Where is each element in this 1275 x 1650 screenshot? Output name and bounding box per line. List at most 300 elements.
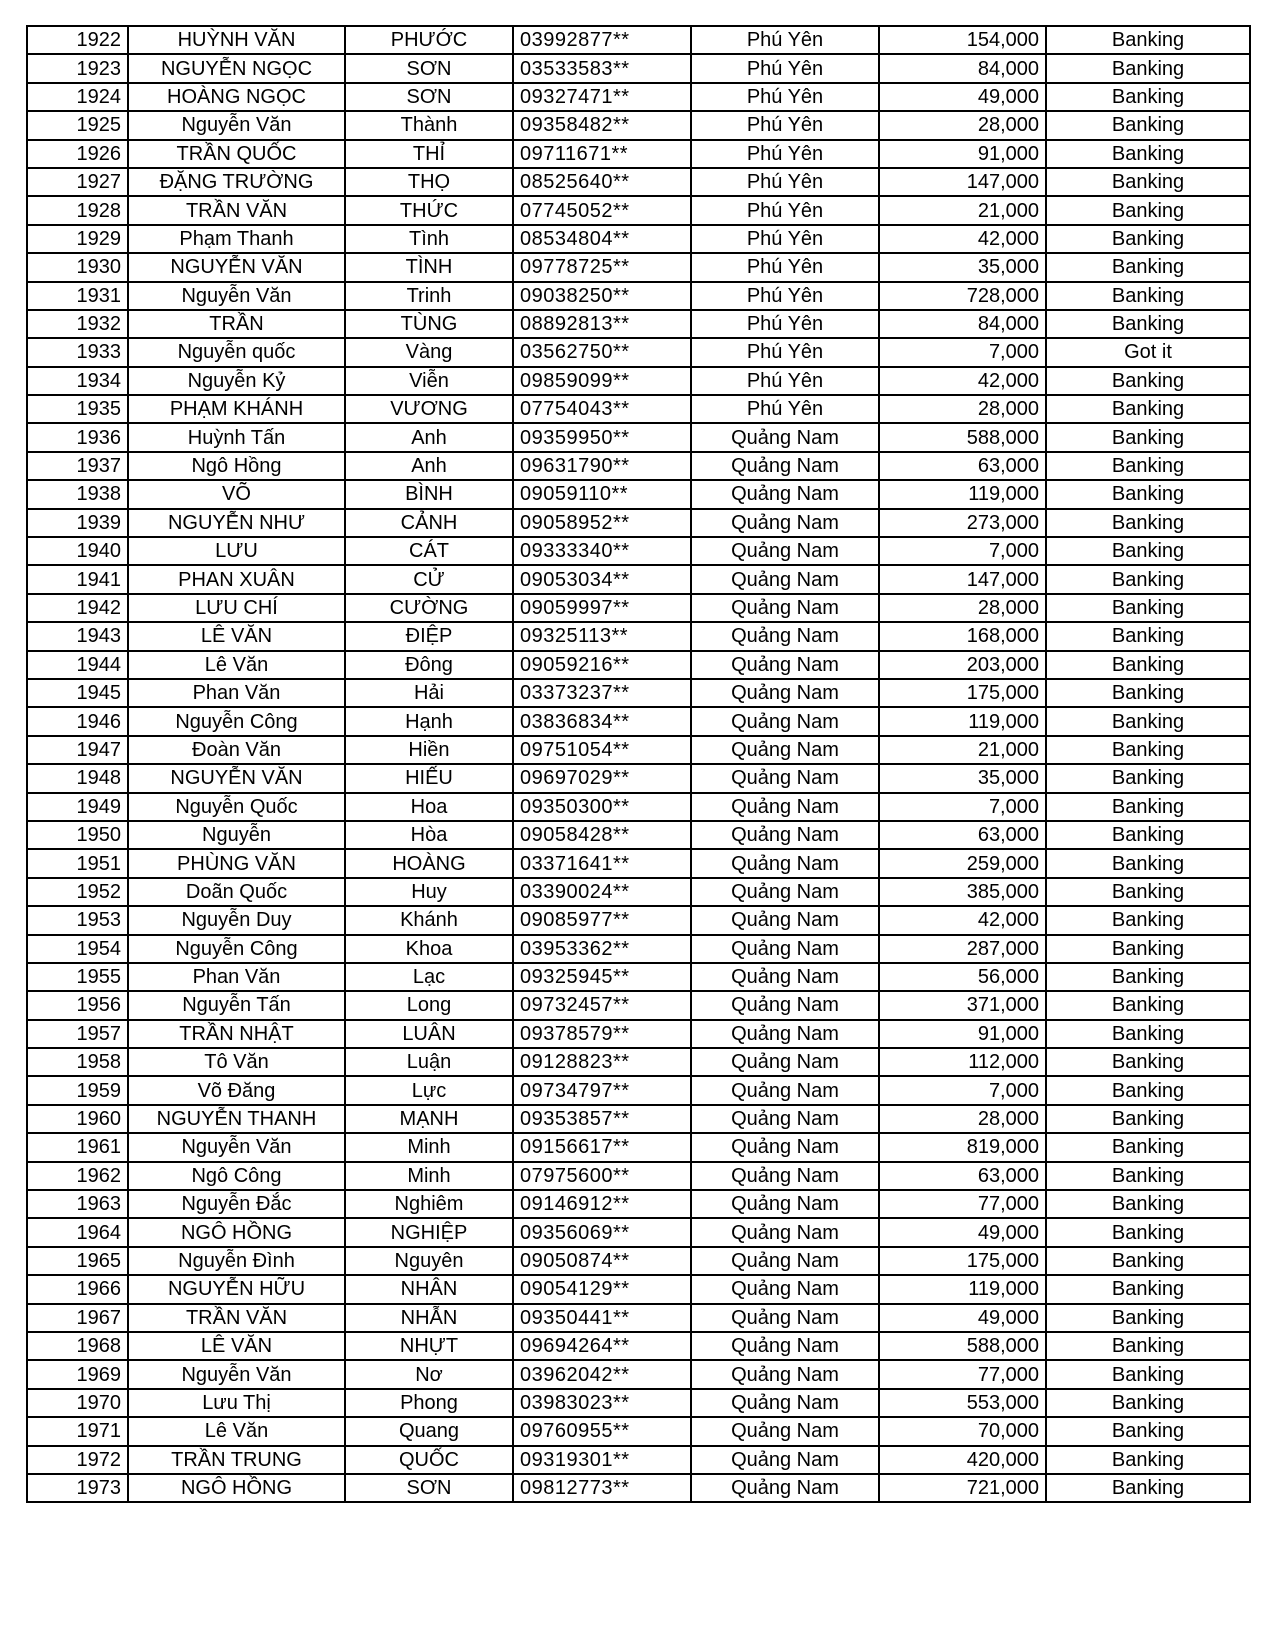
row-number-cell: 1933 bbox=[27, 338, 128, 366]
first-name-cell: Nơ bbox=[345, 1360, 513, 1388]
phone-number-cell: 09053034** bbox=[513, 565, 691, 593]
last-name-cell: Phan Văn bbox=[128, 679, 345, 707]
amount-cell: 49,000 bbox=[879, 1218, 1046, 1246]
payment-method-cell: Banking bbox=[1046, 1360, 1250, 1388]
table-row bbox=[27, 537, 1250, 565]
row-number-cell: 1926 bbox=[27, 140, 128, 168]
phone-number-cell: 03992877** bbox=[513, 26, 691, 54]
phone-number-cell: 03562750** bbox=[513, 338, 691, 366]
payment-method-cell: Banking bbox=[1046, 537, 1250, 565]
payment-method-cell: Banking bbox=[1046, 651, 1250, 679]
table-row bbox=[27, 1446, 1250, 1474]
province-cell: Quảng Nam bbox=[691, 1474, 879, 1502]
province-cell: Quảng Nam bbox=[691, 565, 879, 593]
province-cell: Quảng Nam bbox=[691, 651, 879, 679]
amount-cell: 63,000 bbox=[879, 452, 1046, 480]
row-number-cell: 1947 bbox=[27, 736, 128, 764]
first-name-cell: Quang bbox=[345, 1417, 513, 1445]
table-row bbox=[27, 679, 1250, 707]
province-cell: Phú Yên bbox=[691, 168, 879, 196]
recipient-table bbox=[26, 25, 1251, 1503]
phone-number-cell: 09359950** bbox=[513, 423, 691, 451]
last-name-cell: TRẦN bbox=[128, 310, 345, 338]
first-name-cell: NHẪN bbox=[345, 1304, 513, 1332]
phone-number-cell: 09325113** bbox=[513, 622, 691, 650]
last-name-cell: Nguyễn Văn bbox=[128, 1133, 345, 1161]
payment-method-cell: Banking bbox=[1046, 594, 1250, 622]
last-name-cell: TRẦN VĂN bbox=[128, 196, 345, 224]
row-number-cell: 1968 bbox=[27, 1332, 128, 1360]
amount-cell: 175,000 bbox=[879, 679, 1046, 707]
first-name-cell: LUÂN bbox=[345, 1020, 513, 1048]
table-row bbox=[27, 1474, 1250, 1502]
payment-method-cell: Banking bbox=[1046, 935, 1250, 963]
province-cell: Quảng Nam bbox=[691, 991, 879, 1019]
payment-method-cell: Banking bbox=[1046, 1020, 1250, 1048]
province-cell: Quảng Nam bbox=[691, 764, 879, 792]
row-number-cell: 1937 bbox=[27, 452, 128, 480]
payment-method-cell: Banking bbox=[1046, 793, 1250, 821]
first-name-cell: NHỰT bbox=[345, 1332, 513, 1360]
payment-method-cell: Banking bbox=[1046, 963, 1250, 991]
payment-method-cell: Banking bbox=[1046, 111, 1250, 139]
payment-method-cell: Banking bbox=[1046, 1446, 1250, 1474]
last-name-cell: LÊ VĂN bbox=[128, 622, 345, 650]
amount-cell: 70,000 bbox=[879, 1417, 1046, 1445]
amount-cell: 7,000 bbox=[879, 537, 1046, 565]
payment-method-cell: Banking bbox=[1046, 1076, 1250, 1104]
first-name-cell: Đông bbox=[345, 651, 513, 679]
payment-method-cell: Banking bbox=[1046, 168, 1250, 196]
last-name-cell: VÕ bbox=[128, 480, 345, 508]
province-cell: Quảng Nam bbox=[691, 679, 879, 707]
province-cell: Quảng Nam bbox=[691, 963, 879, 991]
row-number-cell: 1941 bbox=[27, 565, 128, 593]
phone-number-cell: 09732457** bbox=[513, 991, 691, 1019]
last-name-cell: Nguyễn Công bbox=[128, 935, 345, 963]
first-name-cell: CẢNH bbox=[345, 509, 513, 537]
province-cell: Phú Yên bbox=[691, 26, 879, 54]
row-number-cell: 1942 bbox=[27, 594, 128, 622]
province-cell: Quảng Nam bbox=[691, 1332, 879, 1360]
table-row bbox=[27, 1020, 1250, 1048]
row-number-cell: 1935 bbox=[27, 395, 128, 423]
payment-method-cell: Banking bbox=[1046, 1105, 1250, 1133]
row-number-cell: 1956 bbox=[27, 991, 128, 1019]
payment-method-cell: Banking bbox=[1046, 991, 1250, 1019]
last-name-cell: ĐẶNG TRƯỜNG bbox=[128, 168, 345, 196]
first-name-cell: NGHIỆP bbox=[345, 1218, 513, 1246]
payment-method-cell: Banking bbox=[1046, 452, 1250, 480]
payment-method-cell: Got it bbox=[1046, 338, 1250, 366]
first-name-cell: VƯƠNG bbox=[345, 395, 513, 423]
table-row bbox=[27, 1417, 1250, 1445]
amount-cell: 588,000 bbox=[879, 1332, 1046, 1360]
province-cell: Quảng Nam bbox=[691, 1048, 879, 1076]
payment-method-cell: Banking bbox=[1046, 1304, 1250, 1332]
row-number-cell: 1945 bbox=[27, 679, 128, 707]
province-cell: Quảng Nam bbox=[691, 452, 879, 480]
amount-cell: 119,000 bbox=[879, 707, 1046, 735]
province-cell: Quảng Nam bbox=[691, 1133, 879, 1161]
table-row bbox=[27, 423, 1250, 451]
last-name-cell: Nguyễn Đắc bbox=[128, 1190, 345, 1218]
table-row bbox=[27, 878, 1250, 906]
first-name-cell: THỌ bbox=[345, 168, 513, 196]
amount-cell: 287,000 bbox=[879, 935, 1046, 963]
table-row bbox=[27, 196, 1250, 224]
last-name-cell: NGÔ HỒNG bbox=[128, 1218, 345, 1246]
province-cell: Quảng Nam bbox=[691, 821, 879, 849]
first-name-cell: Lạc bbox=[345, 963, 513, 991]
phone-number-cell: 09350300** bbox=[513, 793, 691, 821]
row-number-cell: 1971 bbox=[27, 1417, 128, 1445]
table-row bbox=[27, 963, 1250, 991]
payment-method-cell: Banking bbox=[1046, 736, 1250, 764]
payment-method-cell: Banking bbox=[1046, 509, 1250, 537]
payment-method-cell: Banking bbox=[1046, 196, 1250, 224]
amount-cell: 91,000 bbox=[879, 140, 1046, 168]
amount-cell: 84,000 bbox=[879, 310, 1046, 338]
payment-method-cell: Banking bbox=[1046, 83, 1250, 111]
table-row bbox=[27, 1247, 1250, 1275]
phone-number-cell: 09325945** bbox=[513, 963, 691, 991]
row-number-cell: 1939 bbox=[27, 509, 128, 537]
province-cell: Quảng Nam bbox=[691, 480, 879, 508]
payment-method-cell: Banking bbox=[1046, 310, 1250, 338]
last-name-cell: PHÙNG VĂN bbox=[128, 849, 345, 877]
province-cell: Quảng Nam bbox=[691, 849, 879, 877]
first-name-cell: Lực bbox=[345, 1076, 513, 1104]
phone-number-cell: 09760955** bbox=[513, 1417, 691, 1445]
phone-number-cell: 09059997** bbox=[513, 594, 691, 622]
phone-number-cell: 09327471** bbox=[513, 83, 691, 111]
first-name-cell: SƠN bbox=[345, 83, 513, 111]
amount-cell: 112,000 bbox=[879, 1048, 1046, 1076]
table-row bbox=[27, 793, 1250, 821]
first-name-cell: Anh bbox=[345, 423, 513, 451]
amount-cell: 63,000 bbox=[879, 1162, 1046, 1190]
table-row bbox=[27, 935, 1250, 963]
amount-cell: 7,000 bbox=[879, 793, 1046, 821]
last-name-cell: Nguyễn Kỷ bbox=[128, 367, 345, 395]
last-name-cell: HUỲNH VĂN bbox=[128, 26, 345, 54]
province-cell: Quảng Nam bbox=[691, 793, 879, 821]
amount-cell: 49,000 bbox=[879, 1304, 1046, 1332]
phone-number-cell: 03373237** bbox=[513, 679, 691, 707]
table-row bbox=[27, 1389, 1250, 1417]
amount-cell: 819,000 bbox=[879, 1133, 1046, 1161]
last-name-cell: NGUYỄN NGỌC bbox=[128, 54, 345, 82]
province-cell: Quảng Nam bbox=[691, 1360, 879, 1388]
province-cell: Quảng Nam bbox=[691, 736, 879, 764]
table-row bbox=[27, 594, 1250, 622]
province-cell: Quảng Nam bbox=[691, 906, 879, 934]
first-name-cell: CỬ bbox=[345, 565, 513, 593]
row-number-cell: 1958 bbox=[27, 1048, 128, 1076]
first-name-cell: SƠN bbox=[345, 54, 513, 82]
table-row bbox=[27, 821, 1250, 849]
table-row bbox=[27, 395, 1250, 423]
row-number-cell: 1965 bbox=[27, 1247, 128, 1275]
row-number-cell: 1964 bbox=[27, 1218, 128, 1246]
row-number-cell: 1943 bbox=[27, 622, 128, 650]
province-cell: Quảng Nam bbox=[691, 1304, 879, 1332]
phone-number-cell: 09059216** bbox=[513, 651, 691, 679]
table-body bbox=[27, 26, 1250, 1502]
last-name-cell: PHẠM KHÁNH bbox=[128, 395, 345, 423]
phone-number-cell: 03533583** bbox=[513, 54, 691, 82]
table-row bbox=[27, 764, 1250, 792]
province-cell: Quảng Nam bbox=[691, 1446, 879, 1474]
phone-number-cell: 09350441** bbox=[513, 1304, 691, 1332]
payment-method-cell: Banking bbox=[1046, 1162, 1250, 1190]
last-name-cell: NGUYỄN HỮU bbox=[128, 1275, 345, 1303]
row-number-cell: 1972 bbox=[27, 1446, 128, 1474]
row-number-cell: 1967 bbox=[27, 1304, 128, 1332]
amount-cell: 42,000 bbox=[879, 225, 1046, 253]
province-cell: Quảng Nam bbox=[691, 1218, 879, 1246]
amount-cell: 154,000 bbox=[879, 26, 1046, 54]
row-number-cell: 1944 bbox=[27, 651, 128, 679]
phone-number-cell: 03962042** bbox=[513, 1360, 691, 1388]
table-row bbox=[27, 54, 1250, 82]
amount-cell: 77,000 bbox=[879, 1190, 1046, 1218]
phone-number-cell: 03953362** bbox=[513, 935, 691, 963]
province-cell: Phú Yên bbox=[691, 111, 879, 139]
last-name-cell: Nguyễn Quốc bbox=[128, 793, 345, 821]
last-name-cell: TRẦN QUỐC bbox=[128, 140, 345, 168]
first-name-cell: Hoa bbox=[345, 793, 513, 821]
last-name-cell: Đoàn Văn bbox=[128, 736, 345, 764]
amount-cell: 147,000 bbox=[879, 565, 1046, 593]
province-cell: Quảng Nam bbox=[691, 537, 879, 565]
table-row bbox=[27, 991, 1250, 1019]
table-row bbox=[27, 83, 1250, 111]
phone-number-cell: 09734797** bbox=[513, 1076, 691, 1104]
phone-number-cell: 08892813** bbox=[513, 310, 691, 338]
payment-method-cell: Banking bbox=[1046, 282, 1250, 310]
phone-number-cell: 07754043** bbox=[513, 395, 691, 423]
table-row bbox=[27, 338, 1250, 366]
first-name-cell: CÁT bbox=[345, 537, 513, 565]
table-row bbox=[27, 1105, 1250, 1133]
table-row bbox=[27, 1133, 1250, 1161]
payment-method-cell: Banking bbox=[1046, 26, 1250, 54]
first-name-cell: Luận bbox=[345, 1048, 513, 1076]
first-name-cell: THỈ bbox=[345, 140, 513, 168]
amount-cell: 259,000 bbox=[879, 849, 1046, 877]
payment-method-cell: Banking bbox=[1046, 54, 1250, 82]
table-row bbox=[27, 168, 1250, 196]
phone-number-cell: 09038250** bbox=[513, 282, 691, 310]
payment-method-cell: Banking bbox=[1046, 565, 1250, 593]
province-cell: Quảng Nam bbox=[691, 1247, 879, 1275]
first-name-cell: Vàng bbox=[345, 338, 513, 366]
first-name-cell: Tình bbox=[345, 225, 513, 253]
payment-method-cell: Banking bbox=[1046, 1389, 1250, 1417]
first-name-cell: Hòa bbox=[345, 821, 513, 849]
row-number-cell: 1948 bbox=[27, 764, 128, 792]
amount-cell: 119,000 bbox=[879, 480, 1046, 508]
last-name-cell: Nguyễn bbox=[128, 821, 345, 849]
phone-number-cell: 09812773** bbox=[513, 1474, 691, 1502]
first-name-cell: HIẾU bbox=[345, 764, 513, 792]
row-number-cell: 1959 bbox=[27, 1076, 128, 1104]
payment-method-cell: Banking bbox=[1046, 395, 1250, 423]
payment-method-cell: Banking bbox=[1046, 906, 1250, 934]
amount-cell: 273,000 bbox=[879, 509, 1046, 537]
first-name-cell: BÌNH bbox=[345, 480, 513, 508]
table-row bbox=[27, 1360, 1250, 1388]
phone-number-cell: 08525640** bbox=[513, 168, 691, 196]
last-name-cell: NGUYỄN THANH bbox=[128, 1105, 345, 1133]
province-cell: Phú Yên bbox=[691, 196, 879, 224]
row-number-cell: 1953 bbox=[27, 906, 128, 934]
payment-method-cell: Banking bbox=[1046, 480, 1250, 508]
phone-number-cell: 03836834** bbox=[513, 707, 691, 735]
first-name-cell: HOÀNG bbox=[345, 849, 513, 877]
table-row bbox=[27, 1076, 1250, 1104]
payment-method-cell: Banking bbox=[1046, 1133, 1250, 1161]
province-cell: Phú Yên bbox=[691, 253, 879, 281]
province-cell: Quảng Nam bbox=[691, 1162, 879, 1190]
first-name-cell: NHÂN bbox=[345, 1275, 513, 1303]
phone-number-cell: 09751054** bbox=[513, 736, 691, 764]
last-name-cell: Nguyễn Văn bbox=[128, 111, 345, 139]
amount-cell: 7,000 bbox=[879, 338, 1046, 366]
phone-number-cell: 09697029** bbox=[513, 764, 691, 792]
last-name-cell: Nguyễn Công bbox=[128, 707, 345, 735]
province-cell: Quảng Nam bbox=[691, 707, 879, 735]
amount-cell: 35,000 bbox=[879, 253, 1046, 281]
table-row bbox=[27, 282, 1250, 310]
payment-method-cell: Banking bbox=[1046, 679, 1250, 707]
last-name-cell: Huỳnh Tấn bbox=[128, 423, 345, 451]
row-number-cell: 1963 bbox=[27, 1190, 128, 1218]
payment-method-cell: Banking bbox=[1046, 140, 1250, 168]
phone-number-cell: 09353857** bbox=[513, 1105, 691, 1133]
row-number-cell: 1969 bbox=[27, 1360, 128, 1388]
province-cell: Quảng Nam bbox=[691, 1275, 879, 1303]
row-number-cell: 1940 bbox=[27, 537, 128, 565]
last-name-cell: Nguyễn quốc bbox=[128, 338, 345, 366]
province-cell: Quảng Nam bbox=[691, 1190, 879, 1218]
row-number-cell: 1961 bbox=[27, 1133, 128, 1161]
table-row bbox=[27, 111, 1250, 139]
phone-number-cell: 09859099** bbox=[513, 367, 691, 395]
table-row bbox=[27, 310, 1250, 338]
first-name-cell: TÌNH bbox=[345, 253, 513, 281]
last-name-cell: NGÔ HỒNG bbox=[128, 1474, 345, 1502]
amount-cell: 147,000 bbox=[879, 168, 1046, 196]
last-name-cell: Lê Văn bbox=[128, 1417, 345, 1445]
payment-method-cell: Banking bbox=[1046, 707, 1250, 735]
first-name-cell: MẠNH bbox=[345, 1105, 513, 1133]
last-name-cell: Nguyễn Duy bbox=[128, 906, 345, 934]
last-name-cell: LÊ VĂN bbox=[128, 1332, 345, 1360]
last-name-cell: Ngô Công bbox=[128, 1162, 345, 1190]
amount-cell: 553,000 bbox=[879, 1389, 1046, 1417]
table-row bbox=[27, 1190, 1250, 1218]
province-cell: Quảng Nam bbox=[691, 423, 879, 451]
first-name-cell: Nguyên bbox=[345, 1247, 513, 1275]
phone-number-cell: 09054129** bbox=[513, 1275, 691, 1303]
amount-cell: 42,000 bbox=[879, 367, 1046, 395]
first-name-cell: SƠN bbox=[345, 1474, 513, 1502]
table-row bbox=[27, 1218, 1250, 1246]
last-name-cell: Lưu Thị bbox=[128, 1389, 345, 1417]
province-cell: Quảng Nam bbox=[691, 509, 879, 537]
row-number-cell: 1973 bbox=[27, 1474, 128, 1502]
province-cell: Phú Yên bbox=[691, 140, 879, 168]
last-name-cell: PHAN XUÂN bbox=[128, 565, 345, 593]
last-name-cell: Phạm Thanh bbox=[128, 225, 345, 253]
row-number-cell: 1924 bbox=[27, 83, 128, 111]
row-number-cell: 1936 bbox=[27, 423, 128, 451]
amount-cell: 168,000 bbox=[879, 622, 1046, 650]
amount-cell: 203,000 bbox=[879, 651, 1046, 679]
province-cell: Quảng Nam bbox=[691, 622, 879, 650]
payment-method-cell: Banking bbox=[1046, 253, 1250, 281]
row-number-cell: 1951 bbox=[27, 849, 128, 877]
table-row bbox=[27, 1048, 1250, 1076]
table-row bbox=[27, 1304, 1250, 1332]
table-row bbox=[27, 367, 1250, 395]
row-number-cell: 1922 bbox=[27, 26, 128, 54]
last-name-cell: TRẦN TRUNG bbox=[128, 1446, 345, 1474]
first-name-cell: Trinh bbox=[345, 282, 513, 310]
amount-cell: 91,000 bbox=[879, 1020, 1046, 1048]
amount-cell: 42,000 bbox=[879, 906, 1046, 934]
phone-number-cell: 09058952** bbox=[513, 509, 691, 537]
row-number-cell: 1950 bbox=[27, 821, 128, 849]
first-name-cell: Hiền bbox=[345, 736, 513, 764]
province-cell: Quảng Nam bbox=[691, 935, 879, 963]
phone-number-cell: 09378579** bbox=[513, 1020, 691, 1048]
phone-number-cell: 07975600** bbox=[513, 1162, 691, 1190]
first-name-cell: TÙNG bbox=[345, 310, 513, 338]
province-cell: Quảng Nam bbox=[691, 878, 879, 906]
phone-number-cell: 03983023** bbox=[513, 1389, 691, 1417]
row-number-cell: 1966 bbox=[27, 1275, 128, 1303]
amount-cell: 28,000 bbox=[879, 594, 1046, 622]
phone-number-cell: 09085977** bbox=[513, 906, 691, 934]
amount-cell: 35,000 bbox=[879, 764, 1046, 792]
first-name-cell: THỨC bbox=[345, 196, 513, 224]
table-row bbox=[27, 707, 1250, 735]
amount-cell: 371,000 bbox=[879, 991, 1046, 1019]
payment-method-cell: Banking bbox=[1046, 1417, 1250, 1445]
table-row bbox=[27, 480, 1250, 508]
amount-cell: 28,000 bbox=[879, 395, 1046, 423]
phone-number-cell: 09356069** bbox=[513, 1218, 691, 1246]
last-name-cell: Nguyễn Tấn bbox=[128, 991, 345, 1019]
payment-method-cell: Banking bbox=[1046, 1218, 1250, 1246]
table-row bbox=[27, 1275, 1250, 1303]
last-name-cell: Tô Văn bbox=[128, 1048, 345, 1076]
last-name-cell: Nguyễn Văn bbox=[128, 282, 345, 310]
first-name-cell: Anh bbox=[345, 452, 513, 480]
last-name-cell: Nguyễn Văn bbox=[128, 1360, 345, 1388]
amount-cell: 385,000 bbox=[879, 878, 1046, 906]
row-number-cell: 1928 bbox=[27, 196, 128, 224]
province-cell: Quảng Nam bbox=[691, 1076, 879, 1104]
table-row bbox=[27, 509, 1250, 537]
province-cell: Phú Yên bbox=[691, 54, 879, 82]
province-cell: Quảng Nam bbox=[691, 1417, 879, 1445]
province-cell: Phú Yên bbox=[691, 225, 879, 253]
